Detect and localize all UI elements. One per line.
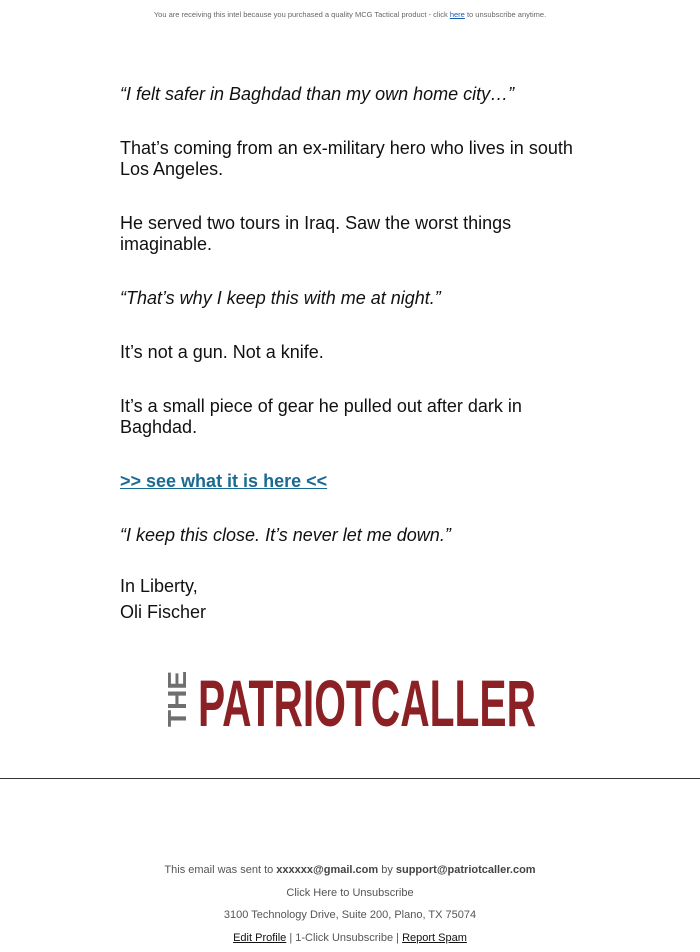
- body-paragraph: He served two tours in Iraq. Saw the worst things imaginable.: [120, 213, 590, 255]
- footer: [0, 862, 700, 952]
- one-click-unsubscribe-link[interactable]: 1-Click Unsubscribe: [295, 932, 393, 944]
- signature: Oli Fischer: [120, 599, 590, 625]
- separator: |: [286, 932, 295, 944]
- footer-divider: [0, 778, 700, 779]
- signoff: [120, 573, 590, 625]
- body-paragraph: That’s coming from an ex-military hero who lives in south Los Angeles.: [120, 138, 590, 180]
- signoff-text: In Liberty,: [120, 573, 590, 599]
- opening-quote: “I felt safer in Baghdad than my own home city…”: [120, 84, 590, 105]
- closing-quote: “I keep this close. It’s never let me down.”: [120, 525, 590, 546]
- by-label: by: [378, 864, 396, 876]
- footer-links: [0, 930, 700, 952]
- sent-to-label: This email was sent to: [164, 864, 276, 876]
- preheader-text: You are receiving this intel because you purchased a quality MCG Tactical product - click: [154, 10, 450, 19]
- sender-email: support@patriotcaller.com: [396, 864, 536, 876]
- preheader: [0, 10, 700, 19]
- logo-the-text: THE: [162, 671, 192, 727]
- preheader-text-end: to unsubscribe anytime.: [465, 10, 546, 19]
- sent-to-line: [0, 862, 700, 885]
- unsubscribe-link[interactable]: Click Here to Unsubscribe: [0, 885, 700, 908]
- logo-name-text: PATRIOTCALLER: [198, 666, 536, 740]
- email-body: [120, 84, 590, 625]
- edit-profile-link[interactable]: Edit Profile: [233, 932, 286, 944]
- body-paragraph: It’s a small piece of gear he pulled out after dark in Baghdad.: [120, 396, 590, 438]
- unsubscribe-here-link[interactable]: here: [450, 10, 465, 19]
- body-paragraph: It’s not a gun. Not a knife.: [120, 342, 590, 363]
- recipient-email: xxxxxx@gmail.com: [276, 864, 378, 876]
- patriotcaller-logo: [162, 670, 538, 728]
- cta-link[interactable]: >> see what it is here <<: [120, 471, 327, 491]
- postal-address: 3100 Technology Drive, Suite 200, Plano, TX 75074: [0, 907, 700, 930]
- quote-paragraph: “That’s why I keep this with me at night.”: [120, 288, 590, 309]
- report-spam-link[interactable]: Report Spam: [402, 932, 467, 944]
- separator: |: [393, 932, 402, 944]
